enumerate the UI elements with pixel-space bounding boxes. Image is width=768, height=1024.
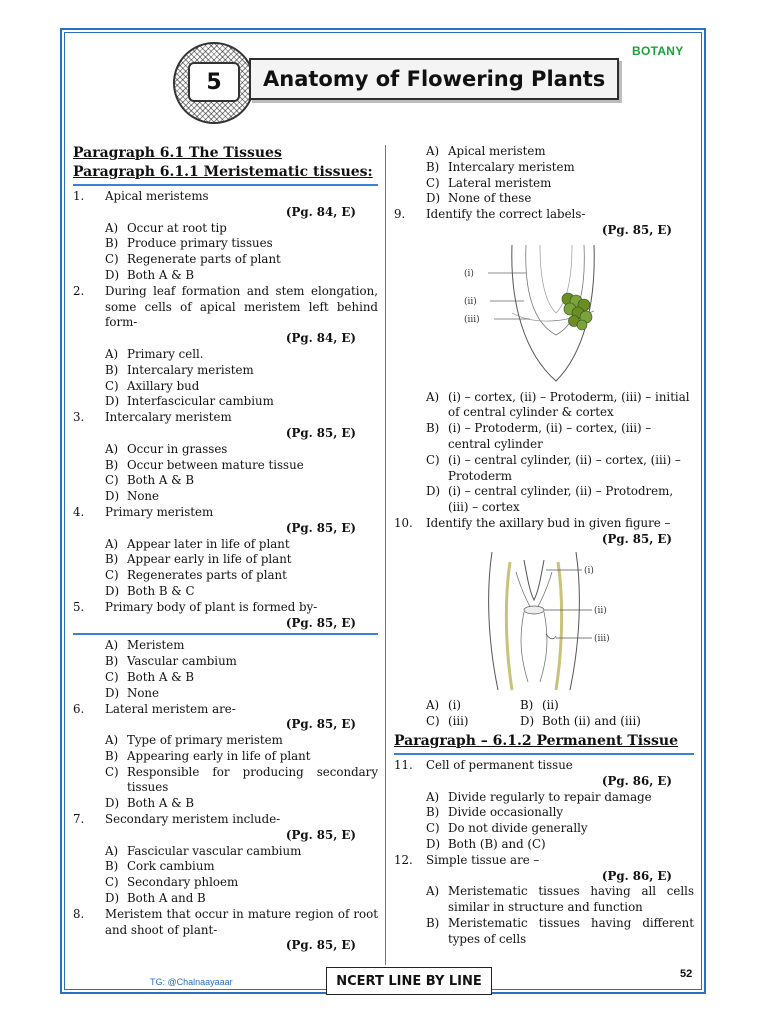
question-5	[73, 600, 378, 702]
question-number: 10.	[394, 515, 413, 530]
page-reference: (Pg. 85, E)	[285, 520, 356, 535]
option-letter: C)	[105, 669, 119, 684]
question-8	[73, 907, 378, 954]
page-reference: (Pg. 84, E)	[285, 204, 356, 219]
option-letter: C)	[426, 175, 440, 190]
option-text: Primary cell.	[127, 346, 204, 361]
question-number: 9.	[394, 207, 406, 222]
chapter-title: Anatomy of Flowering Plants	[249, 58, 619, 100]
option-text: (i) – cortex, (ii) – Protoderm, (iii) – initial of central cylinder & cortex	[448, 389, 690, 420]
option-letter: D)	[105, 394, 120, 409]
option-text: Both A & B	[127, 669, 195, 684]
option-text: Both A & B	[127, 267, 195, 282]
option-letter: D)	[105, 796, 120, 811]
page-reference: (Pg. 84, E)	[285, 331, 356, 346]
option-letter: A)	[426, 884, 440, 899]
option-text: Both (B) and (C)	[448, 836, 546, 851]
question-8-options	[394, 144, 694, 207]
option-text: Axillary bud	[127, 378, 200, 393]
meristem-cells	[562, 293, 592, 330]
heading-rule	[394, 753, 694, 755]
option-letter: A)	[105, 638, 119, 653]
series-name: NCERT LINE BY LINE	[326, 967, 492, 995]
question-9	[394, 207, 694, 516]
question-7	[73, 812, 378, 907]
option-letter: B)	[105, 236, 119, 251]
option-letter: C)	[426, 714, 440, 729]
question-text: During leaf formation and stem elongation, some cells of apical meristem left behind form-	[105, 283, 378, 330]
question-text: Primary meristem	[105, 504, 214, 519]
option-text: Responsible for producing secondary tissues	[127, 764, 378, 795]
option-text: Meristematic tissues having different types of cells	[448, 915, 694, 946]
option-text: Do not divide generally	[448, 821, 588, 836]
option-text: Apical meristem	[448, 144, 546, 158]
option-letter: D)	[105, 489, 120, 504]
figure-label: (iii)	[464, 314, 480, 325]
option-text: Fascicular vascular cambium	[127, 843, 302, 858]
section-heading: Paragraph 6.1 The Tissues	[73, 145, 282, 161]
option-text: Type of primary meristem	[127, 733, 283, 748]
option-letter: A)	[105, 346, 119, 361]
option-letter: A)	[426, 389, 440, 404]
option-letter: D)	[426, 836, 441, 851]
left-column	[73, 144, 378, 954]
option-text: (i) – Protoderm, (ii) – cortex, (iii) – central cylinder	[448, 421, 652, 451]
question-12	[394, 853, 694, 948]
option-text: Lateral meristem	[448, 175, 552, 190]
option-text: None	[127, 489, 160, 504]
question-text: Identify the correct labels-	[426, 207, 586, 222]
option-text: Intercalary meristem	[127, 362, 254, 377]
option-text: Occur in grasses	[127, 441, 228, 456]
subject-label: BOTANY	[632, 44, 684, 58]
option-text: Interfascicular cambium	[127, 394, 274, 409]
option-letter: D)	[105, 583, 120, 598]
question-2	[73, 284, 378, 410]
column-divider	[385, 145, 386, 965]
option-text: Appear early in life of plant	[127, 552, 292, 567]
option-letter: A)	[426, 698, 440, 713]
chapter-number: 5	[188, 62, 240, 102]
option-text: Both A & B	[127, 473, 195, 488]
option-letter: B)	[426, 805, 440, 820]
question-text: Intercalary meristem	[105, 410, 232, 425]
option-letter: B)	[105, 552, 119, 567]
shoot-apex-figure	[464, 552, 634, 692]
option-letter: C)	[105, 568, 119, 583]
option-text: None	[127, 685, 160, 700]
page-reference: (Pg. 85, E)	[601, 531, 672, 546]
option-letter: C)	[105, 378, 119, 393]
option-letter: A)	[105, 536, 119, 551]
figure-label: (iii)	[594, 633, 610, 644]
question-number: 6.	[73, 701, 85, 716]
option-text: Vascular cambium	[127, 654, 237, 669]
option-letter: B)	[105, 654, 119, 669]
option-letter: C)	[105, 473, 119, 488]
page-reference: (Pg. 85, E)	[285, 425, 356, 440]
option-text: Divide occasionally	[448, 805, 564, 820]
option-letter: D)	[426, 191, 441, 206]
root-apex-figure	[464, 243, 634, 383]
question-10	[394, 516, 694, 730]
question-number: 5.	[73, 599, 85, 614]
figure-label: (ii)	[464, 296, 477, 307]
option-letter: A)	[105, 441, 119, 456]
option-letter: C)	[426, 821, 440, 836]
option-text: (ii)	[542, 698, 559, 713]
option-text: Intercalary meristem	[448, 159, 575, 174]
page-reference: (Pg. 85, E)	[285, 615, 356, 630]
option-letter: B)	[105, 362, 119, 377]
option-letter: C)	[105, 252, 119, 267]
question-text: Secondary meristem include-	[105, 812, 281, 827]
option-text: Both B & C	[127, 583, 195, 598]
question-11	[394, 758, 694, 853]
question-number: 1.	[73, 189, 85, 203]
page-number: 52	[680, 968, 693, 980]
section-heading: Paragraph – 6.1.2 Permanent Tissue	[394, 732, 678, 749]
option-letter: A)	[105, 220, 119, 235]
question-text: Apical meristems	[105, 189, 209, 203]
page-reference: (Pg. 85, E)	[285, 938, 356, 953]
figure-label: (i)	[584, 565, 594, 576]
option-text: Secondary phloem	[127, 875, 239, 890]
question-text: Meristem that occur in mature region of root and shoot of plant-	[105, 906, 378, 937]
page-reference: (Pg. 85, E)	[285, 717, 356, 732]
option-letter: A)	[426, 144, 440, 158]
option-text: Meristematic tissues having all cells similar in structure and function	[448, 884, 694, 915]
option-letter: B)	[426, 421, 440, 436]
option-letter: A)	[426, 789, 440, 804]
option-text: Regenerate parts of plant	[127, 252, 281, 267]
option-text: Both (ii) and (iii)	[542, 714, 641, 729]
question-4	[73, 505, 378, 600]
question-6	[73, 702, 378, 813]
question-number: 11.	[394, 757, 413, 772]
option-text: Occur between mature tissue	[127, 457, 304, 472]
page-reference: (Pg. 85, E)	[601, 222, 672, 237]
heading-rule	[73, 633, 378, 635]
question-number: 4.	[73, 504, 85, 519]
option-text: Produce primary tissues	[127, 236, 273, 251]
page-reference: (Pg. 86, E)	[601, 773, 672, 788]
option-text: Cork cambium	[127, 859, 215, 874]
option-text: (i) – central cylinder, (ii) – Protodrem, (iii) – cortex	[448, 484, 674, 515]
question-number: 8.	[73, 906, 85, 921]
option-text: (i) – central cylinder, (ii) – cortex, (iii) – Protoderm	[448, 452, 681, 483]
option-letter: A)	[105, 843, 119, 858]
option-letter: D)	[520, 714, 535, 729]
option-text: Both A & B	[127, 796, 195, 811]
telegram-handle: TG: @Chalnaayaaar	[150, 977, 233, 987]
option-text: Occur at root tip	[127, 220, 227, 235]
option-letter: C)	[105, 764, 119, 779]
question-number: 7.	[73, 812, 85, 827]
option-letter: D)	[105, 685, 120, 700]
option-letter: B)	[520, 698, 534, 713]
option-text: Regenerates parts of plant	[127, 568, 287, 583]
option-text: Divide regularly to repair damage	[448, 789, 652, 804]
option-text: (iii)	[448, 714, 469, 729]
question-number: 12.	[394, 852, 413, 867]
question-text: Simple tissue are –	[426, 852, 540, 867]
option-letter: B)	[426, 159, 440, 174]
option-letter: B)	[105, 457, 119, 472]
heading-rule	[73, 184, 378, 186]
page-reference: (Pg. 85, E)	[285, 827, 356, 842]
option-text: (i)	[448, 698, 461, 713]
option-letter: D)	[105, 267, 120, 282]
option-text: Appear later in life of plant	[127, 536, 290, 551]
option-letter: A)	[105, 733, 119, 748]
option-letter: C)	[426, 452, 440, 467]
option-letter: D)	[426, 484, 441, 499]
question-number: 2.	[73, 283, 85, 298]
question-1	[73, 189, 378, 284]
figure-label: (ii)	[594, 605, 607, 616]
option-text: Both A and B	[127, 891, 206, 906]
question-number: 3.	[73, 410, 85, 425]
option-text: Meristem	[127, 638, 185, 653]
question-text: Identify the axillary bud in given figure –	[426, 515, 671, 530]
option-text: None of these	[448, 191, 532, 206]
option-text: Appearing early in life of plant	[127, 748, 311, 763]
question-text: Lateral meristem are-	[105, 701, 236, 716]
question-text: Cell of permanent tissue	[426, 757, 573, 772]
option-letter: C)	[105, 875, 119, 890]
option-letter: B)	[105, 859, 119, 874]
option-letter: B)	[426, 915, 440, 930]
section-heading: Paragraph 6.1.1 Meristematic tissues:	[73, 164, 373, 180]
question-text: Primary body of plant is formed by-	[105, 599, 318, 614]
page-reference: (Pg. 86, E)	[601, 868, 672, 883]
option-letter: B)	[105, 748, 119, 763]
question-3	[73, 410, 378, 505]
figure-label: (i)	[464, 268, 474, 279]
option-letter: D)	[105, 891, 120, 906]
right-column	[394, 144, 694, 948]
